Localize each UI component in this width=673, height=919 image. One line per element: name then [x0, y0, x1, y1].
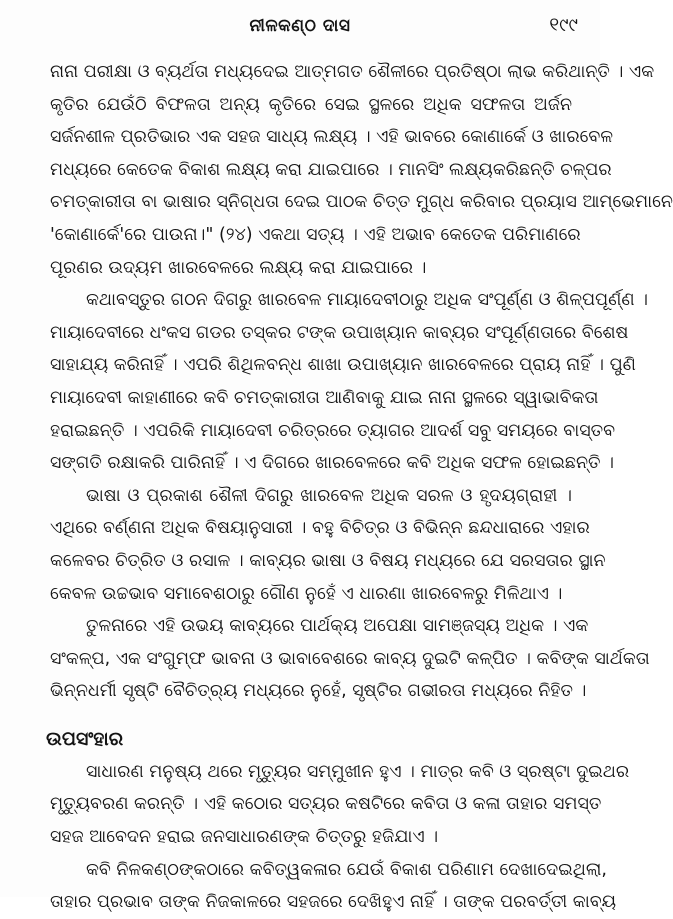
- section-heading: ଉପସଂହାର: [46, 727, 124, 750]
- text-line: ସାଧାରଣ ମନୁଷ୍ୟ ଥରେ ମୃତ୍ୟୁର ସମ୍ମୁଖୀନ ହୁଏ । ମାତ୍ର କବି ଓ ସ୍ରଷ୍ଟା ଦୁଇଥର: [86, 761, 630, 782]
- text-line: କଳେବର ଚିତ୍ରିତ ଓ ରସାଳ । କାବ୍ୟର ଭାଷା ଓ ବିଷୟ ମଧ୍ୟରେ ଯେ ସରସତାର ସ୍ଥାନ: [50, 550, 606, 571]
- text-line: ପୂରଣର ଉଦ୍ୟମ ଖାରବେଳରେ ଲକ୍ଷ୍ୟ କରା ଯାଇପାରେ ।: [50, 257, 427, 278]
- text-line: ସହଜ ଆବେଦନ ହରାଇ ଜନସାଧାରଣଙ୍କ ଚିତ୍ତରୁ ହଜିଯାଏ ।: [50, 827, 439, 848]
- text-line: ମଧ୍ୟରେ କେତେକ ବିକାଶ ଲକ୍ଷ୍ୟ କରା ଯାଇପାରେ । ମାନସିଂ ଲକ୍ଷ୍ୟକରିଛନ୍ତି ଚଳ୍ପର: [50, 159, 612, 180]
- text-line: ସଙ୍ଗତି ରକ୍ଷାକରି ପାରିନାହିଁ । ଏ ଦିଗରେ ଖାରବେଳରେ କବି ଅଧିକ ସଫଳ ହୋଇଛନ୍ତି ।: [50, 453, 614, 474]
- text-line: ତୁଳନାରେ ଏହି ଉଭୟ କାବ୍ୟରେ ପାର୍ଥକ୍ୟ ଅପେକ୍ଷା ସାମଞ୍ଜସ୍ୟ ଅଧିକ । ଏକ: [86, 616, 589, 637]
- running-head: ନୀଳକଣ୍ଠ ଦାସ: [249, 16, 351, 36]
- page-header: [0, 14, 600, 44]
- text-line: ସର୍ଜନଶୀଳ ପ୍ରତିଭାର ଏକ ସହଜ ସାଧ୍ୟ ଲକ୍ଷ୍ୟ । ଏହି ଭାବରେ କୋଣାର୍କେ ଓ ଖାରବେଳ: [50, 127, 613, 148]
- text-line: ଏଥିରେ ବର୍ଣ୍ଣନା ଅଧିକ ବିଷୟାନୁସାରୀ । ବହୁ ବିଚିତ୍ର ଓ ବିଭିନ୍ନ ଛନ୍ଦଧାରାରେ ଏହାର: [50, 518, 590, 539]
- text-line: ସଂକଳ୍ପ, ଏକ ସଂଗୁମ୍ଫ ଭାବନା ଓ ଭାବାବେଶରେ କାବ୍ୟ ଦୁଇଟି କଳ୍ପିତ । କବିଙ୍କ ସାର୍ଥକତା: [50, 648, 650, 669]
- text-line: ମୃତ୍ୟୁବରଣ କରନ୍ତି । ଏହି କଠୋର ସତ୍ୟର କଷଟିରେ କବିତା ଓ କଳା ତାହାର ସମସ୍ତ: [50, 794, 602, 815]
- text-line: କୃତିର ଯେଉଁଠି ବିଫଳତା ଅନ୍ୟ କୃତିରେ ସେଇ ସ୍ଥଳରେ ଅଧିକ ସଫଳତା ଅର୍ଜନ: [50, 94, 572, 115]
- text-line: କଥାବସ୍ତୁର ଗଠନ ଦିଗରୁ ଖାରବେଳ ମାୟାଦେବୀଠାରୁ ଅଧିକ ସଂପୂର୍ଣ୍ଣ ଓ ଶିଳ୍ପପୂର୍ଣ୍ଣ ।: [86, 290, 649, 311]
- text-line: କେବଳ ଉଚ୍ଚଭାବ ସମାବେଶଠାରୁ ଗୌଣ ନୁହେଁ ଏ ଧାରଣା ଖାରବେଳରୁ ମିଳିଥାଏ ।: [50, 583, 563, 604]
- text-line: 'କୋଣାର୍କେ'ରେ ପାଉନା।" (୨୪) ଏକଥା ସତ୍ୟ । ଏହି ଅଭାବ କେତେକ ପରିମାଣରେ: [50, 224, 581, 245]
- text-line: ନାନା ପରୀକ୍ଷା ଓ ବ୍ୟର୍ଥତା ମଧ୍ୟଦେଇ ଆତ୍ମଗତ ଶୈଳୀରେ ପ୍ରତିଷ୍ଠା ଲାଭ କରିଥାନ୍ତି । ଏକ: [50, 62, 655, 82]
- text-line: ଭିନ୍ନଧର୍ମୀ ସୃଷ୍ଟି ବୈଚିତ୍ର୍ୟ ମଧ୍ୟରେ ନୁହେଁ, ସୃଷ୍ଟିର ଗଭୀରତା ମଧ୍ୟରେ ନିହିତ ।: [50, 681, 587, 702]
- text-line: ହରାଇଛନ୍ତି । ଏପରିକି ମାୟାଦେବୀ ଚରିତ୍ରରେ ତ୍ୟାଗର ଆଦର୍ଶ ସବୁ ସମୟରେ ବାସ୍ତବ: [50, 420, 616, 441]
- text-line: ଚମତ୍କାରୀତା ବା ଭାଷାର ସ୍ନିଗ୍ଧତା ଦେଇ ପାଠକ ଚିତ୍ତ ମୁଗ୍ଧ କରିବାର ପ୍ରୟାସ ଆମ୍ଭେମାନେ: [50, 192, 673, 213]
- section-spacer: [50, 708, 572, 722]
- text-line: କବି ନିଳକଣ୍ଠଙ୍କଠାରେ କବିତ୍ୱକଳାର ଯେଉଁ ବିକାଶ ପରିଣାମ ଦେଖାଦେଇଥିଲା,: [86, 859, 607, 880]
- text-line: ମାୟାଦେବୀରେ ଧଂକସ ଗଡର ତସ୍କର ଟଙ୍କ ଉପାଖ୍ୟାନ କାବ୍ୟର ସଂପୂର୍ଣ୍ଣତାରେ ବିଶେଷ: [50, 322, 629, 343]
- text-line: ସାହାଯ୍ୟ କରିନାହିଁ । ଏପରି ଶିଥିଳବନ୍ଧ ଶାଖା ଉପାଖ୍ୟାନ ଖାରବେଳରେ ପ୍ରାୟ ନାହିଁ । ପୁଣି: [50, 355, 636, 376]
- text-line: ତାହାର ପ୍ରଭାବ ତାଙ୍କ ନିଜକାଳରେ ସହଜରେ ଦେଖିହୁଏ ନାହିଁ । ତାଙ୍କ ପରବର୍ତ୍ତୀ କାବ୍ୟ: [50, 892, 617, 913]
- body-text: [46, 56, 673, 919]
- text-line: ଭାଷା ଓ ପ୍ରକାଶ ଶୈଳୀ ଦିଗରୁ ଖାରବେଳ ଅଧିକ ସରଳ ଓ ହୃଦୟଗ୍ରାହୀ ।: [86, 485, 572, 506]
- text-line: ମାୟାଦେବୀ କାହାଣୀରେ କବି ଚମତ୍କାରୀତା ଆଣିବାକୁ ଯାଇ ନାନା ସ୍ଥଳରେ ସ୍ୱାଭାବିକତା: [50, 387, 599, 408]
- page-number: ୧୯୯: [549, 14, 578, 36]
